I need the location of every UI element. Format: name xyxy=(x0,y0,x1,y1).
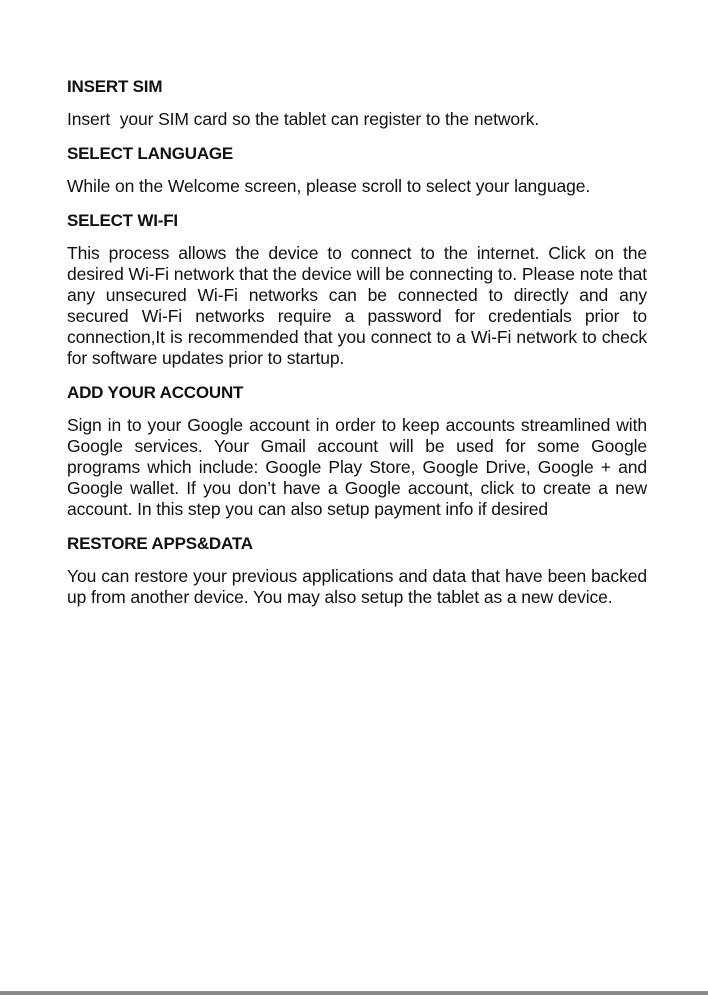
section-body: You can restore your previous applications and data that have been backed up from another device. You may also setup the tablet as a new device. xyxy=(67,566,647,607)
section-add-your-account xyxy=(67,382,647,520)
section-body: This process allows the device to connect to the internet. Click on the desired Wi-Fi network that the device will be connecting to. Please note that any unsecured Wi-Fi networks can be connected to directly and any secured Wi-Fi networks require a password for credentials prior to connection,It is recommended that you connect to a Wi-Fi network to check for software updates prior to startup. xyxy=(67,243,647,368)
section-body: Insert your SIM card so the tablet can register to the network. xyxy=(67,109,540,129)
section-insert-sim xyxy=(67,76,647,130)
section-title: RESTORE APPS&DATA xyxy=(67,534,253,553)
section-body: While on the Welcome screen, please scroll to select your language. xyxy=(67,176,591,196)
bottom-divider xyxy=(0,991,708,995)
section-title: SELECT LANGUAGE xyxy=(67,144,234,163)
section-title: INSERT SIM xyxy=(67,77,163,96)
section-title: SELECT WI-FI xyxy=(67,211,178,230)
section-title: ADD YOUR ACCOUNT xyxy=(67,383,244,402)
section-restore-apps-data xyxy=(67,533,647,608)
section-body: Sign in to your Google account in order to keep accounts streamlined with Google services. Your Gmail account will be used for some Google programs which include: Google Play Store, Google Drive, Google + and Google wallet. If you don’t have a Google account, click to create a new account. In this step you can also setup payment info if desired xyxy=(67,415,647,519)
section-select-language xyxy=(67,143,647,197)
section-select-wifi xyxy=(67,210,647,369)
setup-instructions xyxy=(67,76,647,621)
